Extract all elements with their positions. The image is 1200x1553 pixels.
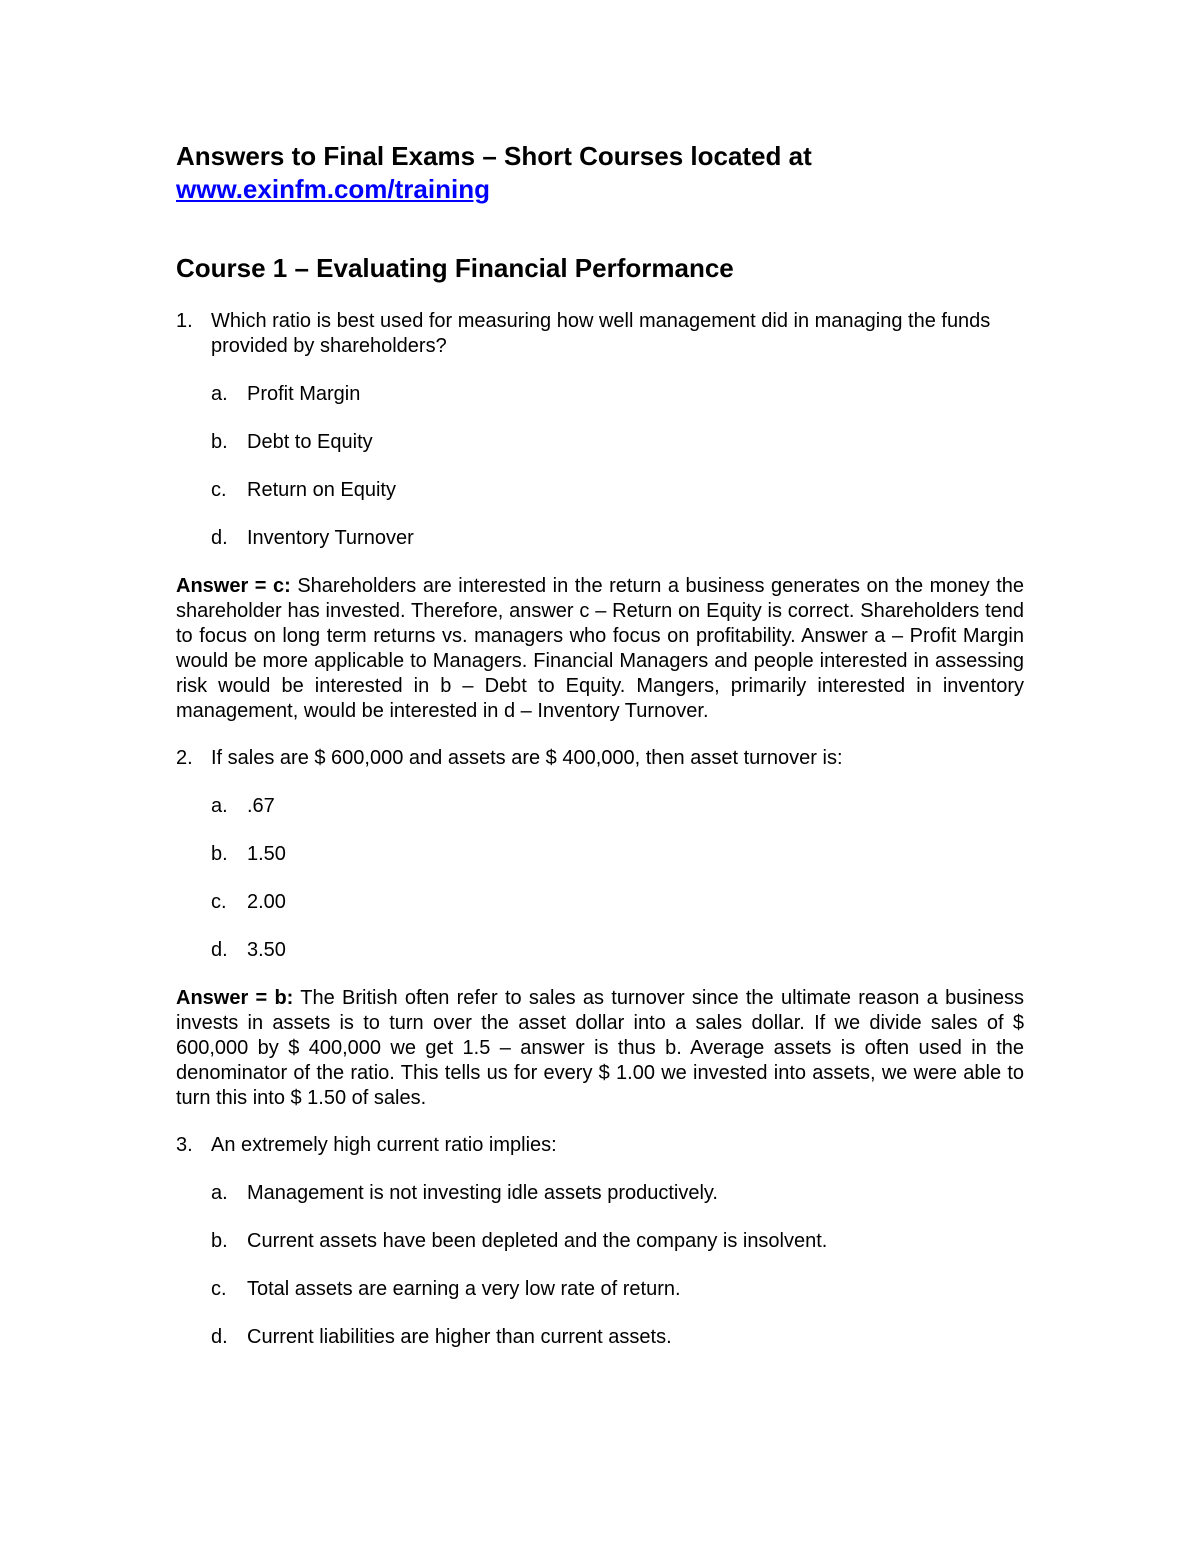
option-text: 2.00: [247, 891, 286, 913]
option-text: .67: [247, 795, 275, 817]
question-text: An extremely high current ratio implies:: [211, 1134, 557, 1156]
option-d: [176, 526, 1024, 551]
document-title: Answers to Final Exams – Short Courses located at: [176, 141, 812, 171]
option-c: [176, 890, 1024, 915]
option-text: Inventory Turnover: [247, 527, 414, 549]
option-letter: b.: [211, 431, 228, 453]
option-letter: a.: [211, 1182, 228, 1204]
option-text: 3.50: [247, 939, 286, 961]
question-1-options: [176, 382, 1024, 551]
question-2-options: [176, 794, 1024, 963]
answer-text: The British often refer to sales as turnover since the ultimate reason a business invests in assets is to turn over the asset dollar into a sales dollar. If we divide sales of $ 600,000 by $ 400,000 we get 1.5 – answer is thus b. Average assets is often used in the denominator of the ratio. This tells us for every $ 1.00 we invested into assets, we were able to turn this into $ 1.50 of sales.: [176, 987, 1024, 1109]
option-letter: b.: [211, 1230, 228, 1252]
question-2: [176, 746, 1024, 771]
option-text: Current liabilities are higher than current assets.: [247, 1326, 672, 1348]
option-text: Profit Margin: [247, 383, 361, 405]
option-c: [176, 1277, 1024, 1302]
question-text: Which ratio is best used for measuring how well management did in managing the funds provided by shareholders?: [211, 310, 991, 357]
course-heading: Course 1 – Evaluating Financial Performance: [176, 253, 734, 283]
training-link[interactable]: www.exinfm.com/training: [176, 174, 490, 204]
option-d: [176, 938, 1024, 963]
answer-2: [176, 986, 1024, 1111]
option-letter: d.: [211, 1326, 228, 1348]
option-letter: a.: [211, 383, 228, 405]
question-number: 1.: [176, 310, 193, 332]
option-text: Current assets have been depleted and the company is insolvent.: [247, 1230, 828, 1252]
option-a: [176, 382, 1024, 407]
answer-text: Shareholders are interested in the return a business generates on the money the shareholder has invested. Therefore, answer c – Return on Equity is correct. Shareholders tend to focus on long term returns vs. managers who focus on profitability. Answer a – Profit Margin would be more applicable to Managers. Financial Managers and people interested in assessing risk would be interested in b – Debt to Equity. Mangers, primarily interested in inventory management, would be interested in d – Inventory Turnover.: [176, 575, 1024, 722]
option-a: [176, 1181, 1024, 1206]
question-number: 3.: [176, 1134, 193, 1156]
option-letter: c.: [211, 891, 227, 913]
option-text: Management is not investing idle assets productively.: [247, 1182, 718, 1204]
option-letter: d.: [211, 939, 228, 961]
option-text: Debt to Equity: [247, 431, 373, 453]
option-c: [176, 478, 1024, 503]
option-text: Return on Equity: [247, 479, 396, 501]
option-letter: c.: [211, 1278, 227, 1300]
option-b: [176, 430, 1024, 455]
question-1: [176, 309, 1024, 359]
answer-1: [176, 574, 1024, 724]
option-text: 1.50: [247, 843, 286, 865]
answer-label: Answer = c:: [176, 575, 291, 597]
option-letter: a.: [211, 795, 228, 817]
question-text: If sales are $ 600,000 and assets are $ 400,000, then asset turnover is:: [211, 747, 843, 769]
option-b: [176, 842, 1024, 867]
question-3: [176, 1133, 1024, 1158]
question-number: 2.: [176, 747, 193, 769]
option-letter: b.: [211, 843, 228, 865]
option-a: [176, 794, 1024, 819]
option-letter: d.: [211, 527, 228, 549]
question-3-options: [176, 1181, 1024, 1350]
option-d: [176, 1325, 1024, 1350]
option-text: Total assets are earning a very low rate of return.: [247, 1278, 681, 1300]
document-page: [176, 140, 1024, 1350]
answer-label: Answer = b:: [176, 987, 294, 1009]
option-b: [176, 1229, 1024, 1254]
option-letter: c.: [211, 479, 227, 501]
